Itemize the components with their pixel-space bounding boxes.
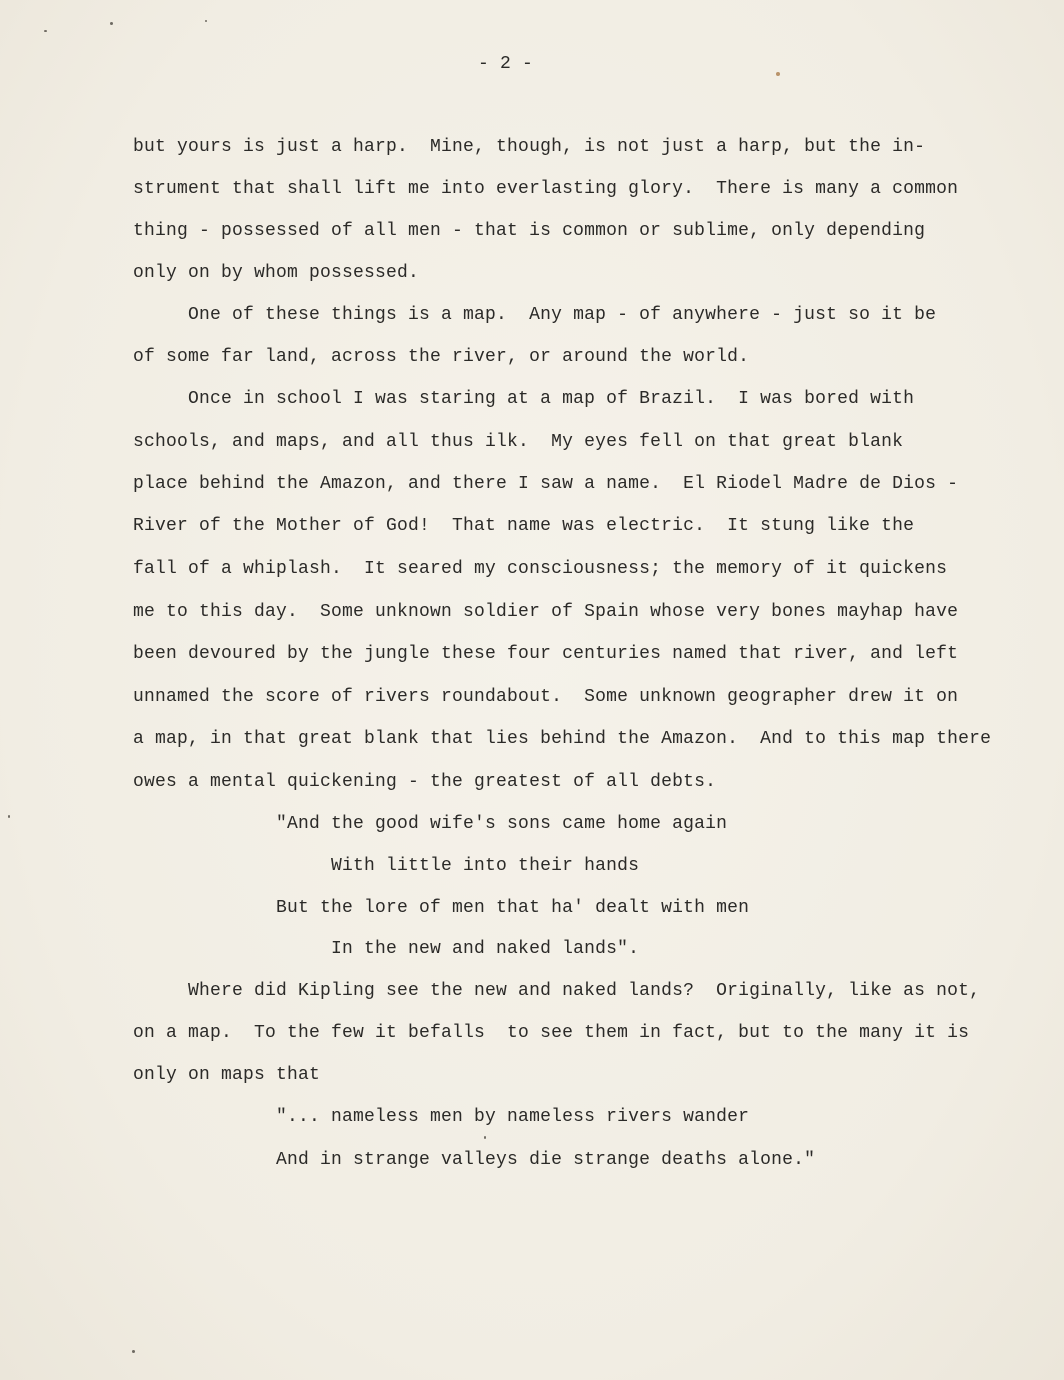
verse-line: In the new and naked lands". <box>133 939 640 959</box>
text-line: been devoured by the jungle these four centuries named that river, and left <box>133 644 959 664</box>
text-line: thing - possessed of all men - that is common or sublime, only depending <box>133 221 926 241</box>
paper-speck <box>132 1350 135 1353</box>
text-line: only on maps that <box>133 1065 321 1085</box>
text-line: but yours is just a harp. Mine, though, is not just a harp, but the in- <box>133 137 926 157</box>
text-line: on a map. To the few it befalls to see them in fact, but to the many it is <box>133 1023 970 1043</box>
text-line: place behind the Amazon, and there I saw a name. El Riodel Madre de Dios - <box>133 474 959 494</box>
text-line: unnamed the score of rivers roundabout. Some unknown geographer drew it on <box>133 687 959 707</box>
text-line: me to this day. Some unknown soldier of Spain whose very bones mayhap have <box>133 602 959 622</box>
verse-line: And in strange valleys die strange deaths alone." <box>133 1150 816 1170</box>
text-line: Once in school I was staring at a map of Brazil. I was bored with <box>133 389 915 409</box>
paper-speck <box>776 72 780 76</box>
text-line: of some far land, across the river, or around the world. <box>133 347 750 367</box>
verse-line: With little into their hands <box>133 856 640 876</box>
verse-line: But the lore of men that ha' dealt with men <box>133 898 750 918</box>
verse-line: "And the good wife's sons came home again <box>133 814 728 834</box>
text-line: a map, in that great blank that lies behind the Amazon. And to this map there <box>133 729 992 749</box>
paper-speck <box>110 22 113 25</box>
text-line: strument that shall lift me into everlasting glory. There is many a common <box>133 179 959 199</box>
paper-speck <box>8 815 10 818</box>
text-line: only on by whom possessed. <box>133 263 420 283</box>
text-line: River of the Mother of God! That name was electric. It stung like the <box>133 516 915 536</box>
verse-line: "... nameless men by nameless rivers wander <box>133 1107 750 1127</box>
text-line: fall of a whiplash. It seared my consciousness; the memory of it quickens <box>133 559 948 579</box>
paper-speck <box>205 20 207 22</box>
text-line: Where did Kipling see the new and naked lands? Originally, like as not, <box>133 981 981 1001</box>
text-line: schools, and maps, and all thus ilk. My eyes fell on that great blank <box>133 432 904 452</box>
page-number: - 2 - <box>478 54 534 74</box>
text-line: One of these things is a map. Any map - of anywhere - just so it be <box>133 305 937 325</box>
paper-speck <box>484 1136 486 1139</box>
paper-speck <box>44 30 47 32</box>
text-line: owes a mental quickening - the greatest of all debts. <box>133 772 717 792</box>
